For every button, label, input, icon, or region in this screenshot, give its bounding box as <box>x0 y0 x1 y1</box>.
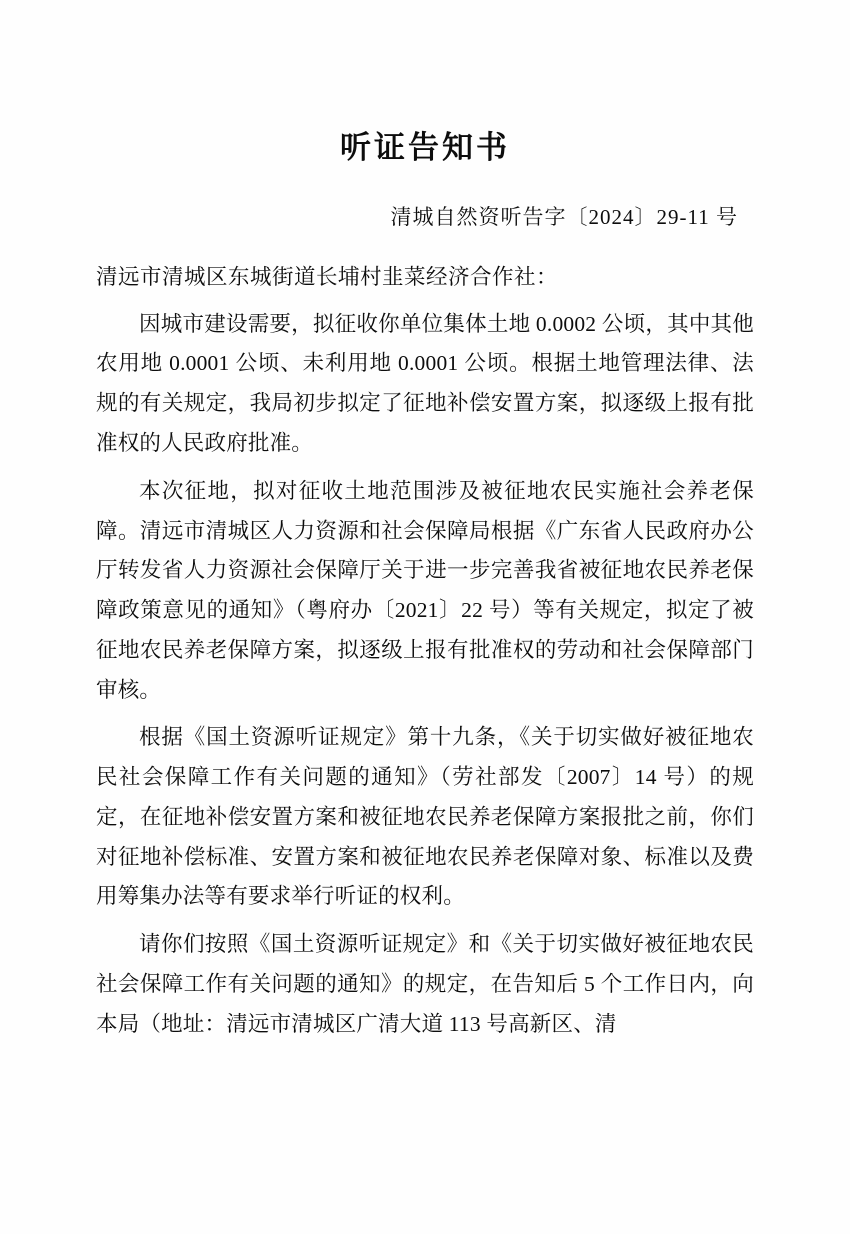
body-paragraph-4: 请你们按照《国土资源听证规定》和《关于切实做好被征地农民社会保障工作有关问题的通知》的规定，在告知后 5 个工作日内，向本局（地址：清远市清城区广清大道 113 号高新区、清 <box>96 932 754 1036</box>
document-number: 清城自然资听告字〔2024〕29-11 号 <box>390 205 738 230</box>
recipient-line: 清远市清城区东城街道长埔村韭菜经济合作社： <box>96 265 559 290</box>
body-paragraph-3: 根据《国土资源听证规定》第十九条，《关于切实做好被征地农民社会保障工作有关问题的通知》（劳社部发〔2007〕14 号）的规定，在征地补偿安置方案和被征地农民养老保障方案报批之前，你们对征地补偿标准、安置方案和被征地农民养老保障对象、标准以及费用筹集办法等有要求举行听证的权利。 <box>96 725 754 909</box>
body-paragraph-1: 因城市建设需要，拟征收你单位集体土地 0.0002 公顷，其中其他农用地 0.0001 公顷、未利用地 0.0001 公顷。根据土地管理法律、法规的有关规定，我局初步拟定了征地补偿安置方案，拟逐级上报有批准权的人民政府批准。 <box>96 311 754 455</box>
body-paragraph-2: 本次征地，拟对征收土地范围涉及被征地农民实施社会养老保障。清远市清城区人力资源和社会保障局根据《广东省人民政府办公厅转发省人力资源社会保障厅关于进一步完善我省被征地农民养老保障政策意见的通知》（粤府办〔2021〕22 号）等有关规定，拟定了被征地农民养老保障方案，拟逐级上报有批准权的劳动和社会保障部门审核。 <box>96 478 754 702</box>
page-title: 听证告知书 <box>340 130 510 165</box>
